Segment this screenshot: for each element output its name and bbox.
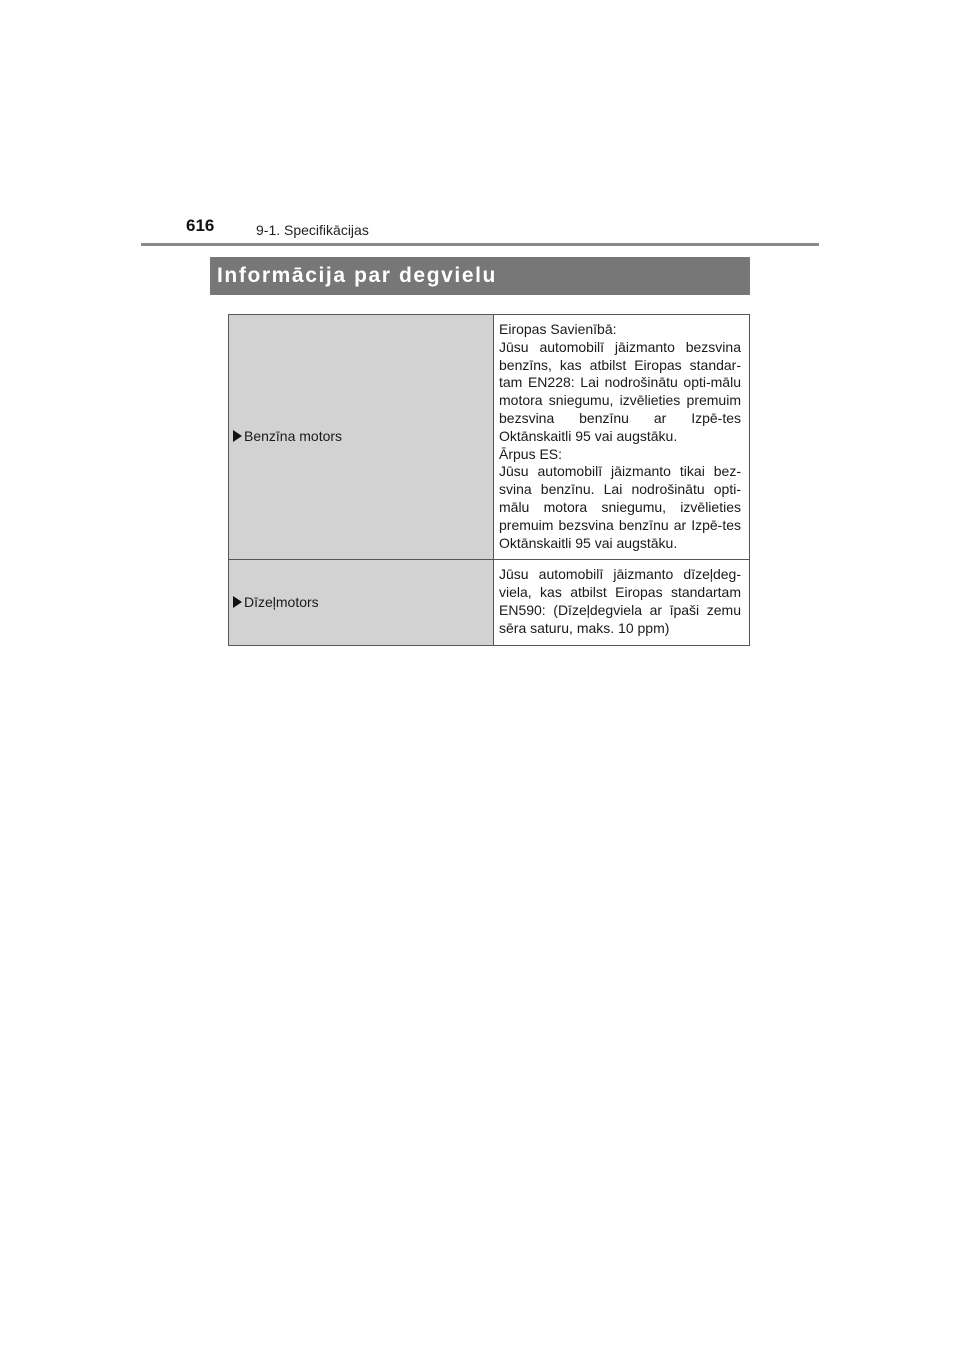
row-label: Dīzeļmotors: [244, 593, 319, 610]
row-text-cell: [494, 315, 750, 560]
paragraph: Jūsu automobilī jāizmanto tikai bez-svina benzīnu. Lai nodrošinātu opti-mālu motora sniegumu, izvēlieties premuim bezsvina benzīnu ar Izpē-tes Oktānskaitli 95 vai augstāku.: [499, 463, 741, 551]
page-title: Informācija par degvielu: [217, 264, 497, 287]
paragraph: Ārpus ES:: [499, 445, 563, 462]
row-label: Benzīna motors: [244, 428, 343, 445]
table-row: [229, 560, 750, 645]
paragraph: Jūsu automobilī jāizmanto dīzeļdeg-viela, kas atbilst Eiropas standartam EN590: (Dīzeļdegviela ar īpaši zemu sēra saturu, maks. 10 ppm): [499, 566, 741, 636]
header-rule: [141, 243, 819, 246]
triangle-marker-icon: [233, 430, 242, 442]
title-bar: [210, 257, 750, 295]
page-number: 616: [186, 216, 215, 235]
triangle-marker-icon: [233, 596, 242, 608]
table-row: [229, 315, 750, 560]
paragraph: Eiropas Savienībā:: [499, 321, 617, 337]
paragraph: Jūsu automobilī jāizmanto bezsvina benzīns, kas atbilst Eiropas standar-tam EN228: Lai nodrošinātu opti-mālu motora sniegumu, izvēlieties premuim bezsvina benzīnu ar Izpē-tes Oktānskaitli 95 vai augstāku.: [499, 338, 741, 444]
section-header: 9-1. Specifikācijas: [256, 222, 369, 238]
fuel-table: [228, 314, 750, 646]
row-text-cell: [494, 560, 750, 645]
row-label-cell: [229, 315, 494, 560]
row-label-cell: [229, 560, 494, 645]
